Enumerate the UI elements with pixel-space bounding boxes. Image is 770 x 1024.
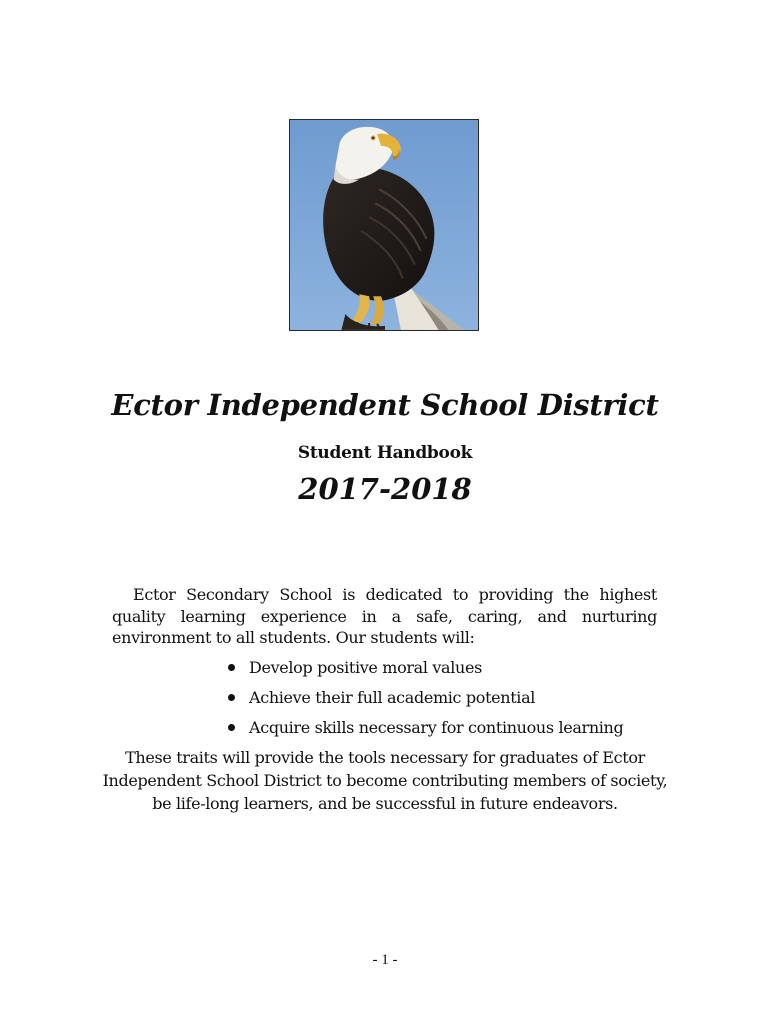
school-year: 2017-2018 [298,472,472,506]
goal-item [249,717,623,747]
bald-eagle-illustration [290,120,478,330]
goal-text: Develop positive moral values [249,658,482,677]
goal-text: Acquire skills necessary for continuous learning [249,718,624,737]
goal-text: Achieve their full academic potential [249,688,536,707]
eagle-photo [289,119,479,331]
bullet-icon [228,664,235,671]
goal-item [249,657,623,687]
student-goals-list [249,657,623,747]
bullet-icon [228,724,235,731]
document-subtitle: Student Handbook [297,443,473,463]
mission-intro-paragraph: Ector Secondary School is dedicated to providing the highest quality learning experience in a safe, caring, and nurturing environment to all students. Our students will: [112,585,657,647]
closing-paragraph: These traits will provide the tools necessary for graduates of Ector Independent School District to become contributing members of society, be life-long learners, and be successful in future endeavors. [102,748,668,813]
goal-item [249,687,623,717]
page-number: - 1 - [372,952,398,968]
bullet-icon [228,694,235,701]
document-title: Ector Independent School District [111,388,659,422]
